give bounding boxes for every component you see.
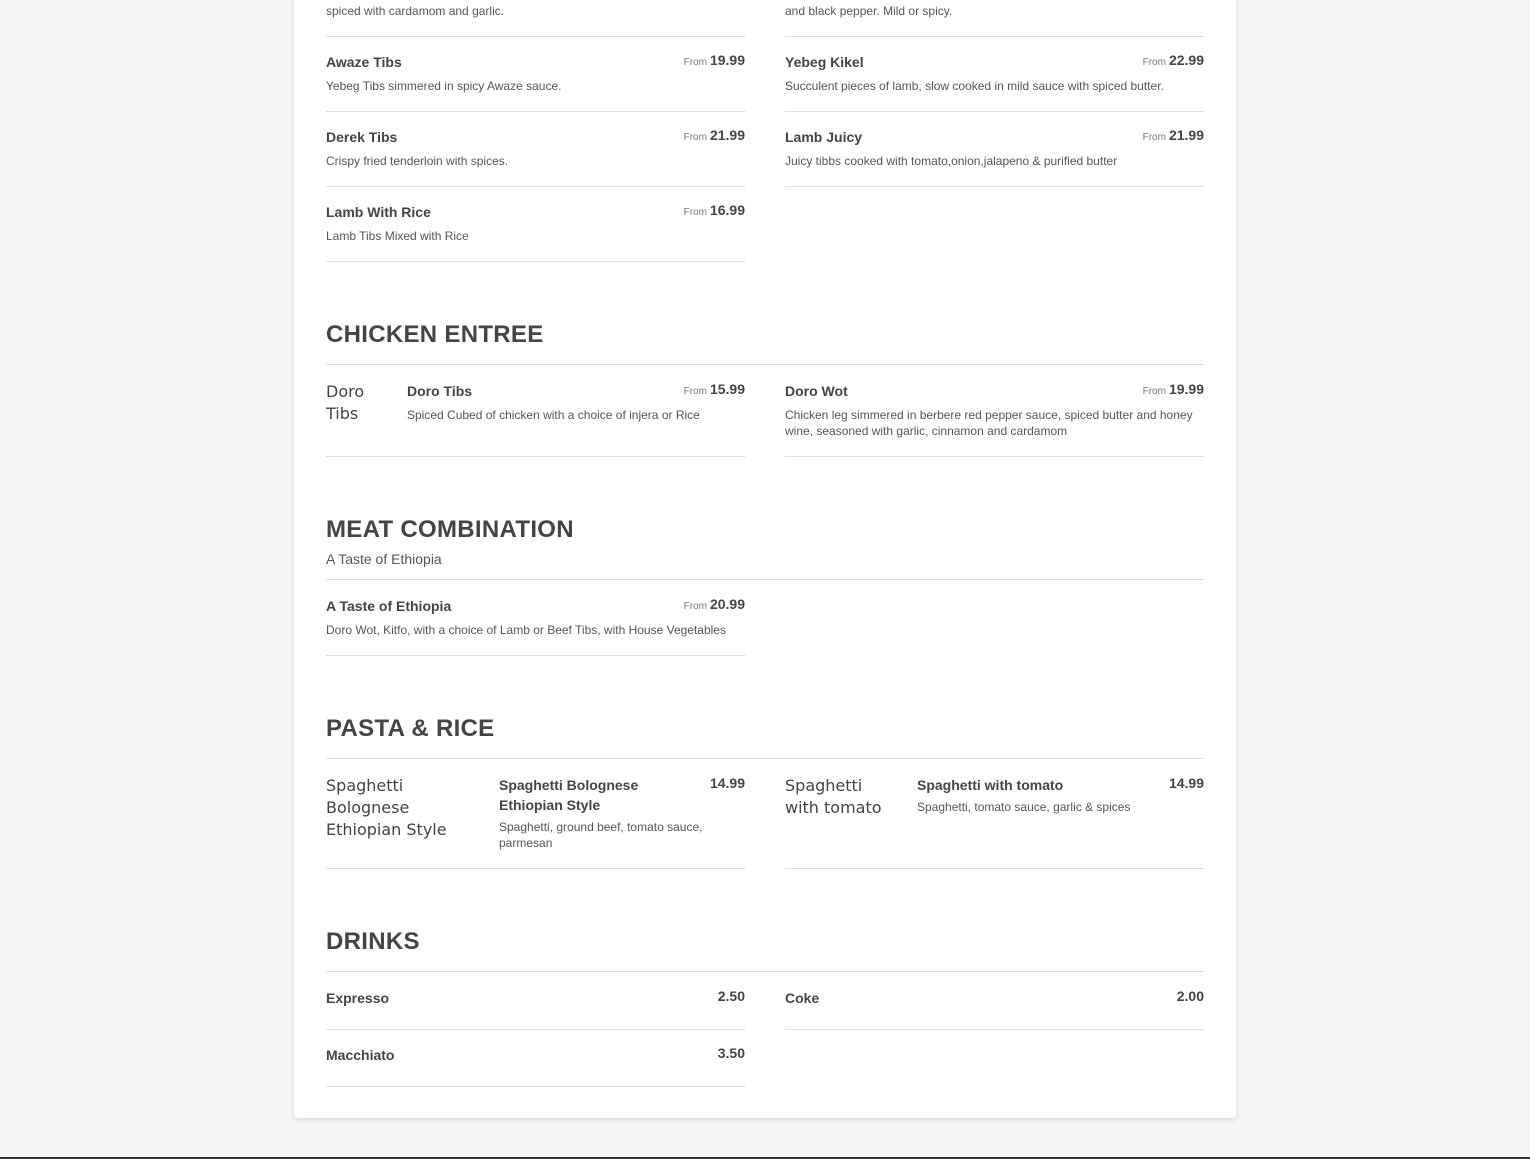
item-image-spaghetti-bolognese: Spaghetti Bolognese Ethiopian Style [326,776,447,839]
item-image-doro-tibs: Doro Tibs [326,382,365,423]
section-title-drinks: DRINKS [326,928,420,955]
item-description: Crispy fried tenderloin with spices. [326,154,509,168]
section-title-chicken-entree: CHICKEN ENTREE [326,321,544,348]
divider [785,186,1204,187]
item-description: Doro Wot, Kitfo, with a choice of Lamb or Beef Tibs, with House Vegetables [326,623,726,637]
divider [785,1029,1204,1030]
item-name: Spaghetti Bolognese Ethiopian Style [499,777,639,813]
price-from-label: From [683,601,707,612]
price-from-label: From [683,57,707,68]
price-amount: 2.00 [1176,988,1204,1004]
item-price [684,52,745,70]
item-price [1169,775,1204,793]
divider [785,111,1204,112]
item-price [718,988,745,1006]
price-amount: 14.99 [709,775,745,791]
menu-item-spaghetti-with-tomato[interactable] [785,775,1204,868]
partial-item-desc-right: and black pepper. Mild or spicy. [785,4,953,18]
item-price [1143,127,1204,145]
divider [326,186,745,187]
price-amount: 3.50 [717,1045,745,1061]
item-description: Succulent pieces of lamb, slow cooked in mild sauce with spiced butter. [785,79,1164,93]
price-from-label: From [683,386,707,397]
divider [326,655,745,656]
item-description: Lamb Tibs Mixed with Rice [326,229,469,243]
section-subtitle: A Taste of Ethiopia [326,551,442,567]
section-title-pasta-rice: PASTA & RICE [326,715,495,742]
item-price [684,127,745,145]
price-from-label: From [683,207,707,218]
menu-item-a-taste-of-ethiopia[interactable] [326,596,745,655]
price-amount: 21.99 [1168,127,1204,143]
partial-item-desc-left: spiced with cardamom and garlic. [326,4,505,18]
section-divider [326,364,1204,365]
item-description: Yebeg Tibs simmered in spicy Awaze sauce. [326,79,562,93]
price-amount: 16.99 [709,202,745,218]
item-price [718,1045,745,1063]
item-name: A Taste of Ethiopia [326,598,452,614]
price-from-label: From [683,132,707,143]
divider [785,868,1204,869]
divider [326,36,745,37]
item-name: Lamb With Rice [326,204,431,220]
item-description: Chicken leg simmered in berbere red pepper sauce, spiced butter and honey wine, seasoned with garlic, cinnamon and cardamom [785,408,1193,438]
menu-item-lamb-juicy[interactable] [785,127,1204,186]
item-description: Juicy tibbs cooked with tomato,onion,jalapeno & purified butter [785,154,1118,168]
divider [326,111,745,112]
divider [326,1029,745,1030]
item-name: Yebeg Kikel [785,54,864,70]
item-price [1143,52,1204,70]
price-amount: 15.99 [709,381,745,397]
item-description: Spaghetti, ground beef, tomato sauce, parmesan [499,820,703,850]
menu-item-spaghetti-bolognese[interactable] [326,775,745,868]
divider [326,261,745,262]
menu-item-lamb-with-rice[interactable] [326,202,745,261]
item-name: Spaghetti with tomato [917,777,1064,793]
divider [785,36,1204,37]
section-title-meat-combination: MEAT COMBINATION [326,516,574,543]
price-amount: 20.99 [709,596,745,612]
price-amount: 21.99 [709,127,745,143]
item-image-spaghetti-with-tomato: Spaghetti with tomato [785,776,882,817]
item-name: Derek Tibs [326,129,398,145]
menu-item-derek-tibs[interactable] [326,127,745,186]
section-divider [326,758,1204,759]
price-amount: 22.99 [1168,52,1204,68]
menu-item-doro-wot[interactable] [785,381,1204,456]
section-divider [326,579,1204,580]
item-description: Spaghetti, tomato sauce, garlic & spices [917,800,1131,814]
price-amount: 2.50 [717,988,745,1004]
divider [326,868,745,869]
menu-item-doro-tibs[interactable] [326,381,745,456]
item-name: Expresso [326,990,390,1006]
item-price [1143,381,1204,399]
menu-item-expresso[interactable] [326,988,745,1029]
divider [326,456,745,457]
price-from-label: From [1142,386,1166,397]
price-amount: 19.99 [709,52,745,68]
item-price [684,381,745,399]
price-from-label: From [1142,132,1166,143]
item-name: Macchiato [326,1047,395,1063]
menu-item-yebeg-kikel[interactable] [785,52,1204,111]
item-price [684,596,745,614]
price-amount: 19.99 [1168,381,1204,397]
item-name: Lamb Juicy [785,129,863,145]
price-from-label: From [1142,57,1166,68]
menu-item-coke[interactable] [785,988,1204,1029]
divider [785,456,1204,457]
item-price [1177,988,1204,1006]
price-amount: 14.99 [1168,775,1204,791]
section-divider [326,971,1204,972]
item-name: Coke [785,990,820,1006]
menu-item-awaze-tibs[interactable] [326,52,745,111]
item-name: Doro Wot [785,383,848,399]
menu-item-macchiato[interactable] [326,1045,745,1086]
item-price [684,202,745,220]
item-description: Spiced Cubed of chicken with a choice of injera or Rice [407,408,700,422]
item-name: Doro Tibs [407,383,473,399]
divider [326,1086,745,1087]
item-name: Awaze Tibs [326,54,402,70]
item-price [710,775,745,793]
